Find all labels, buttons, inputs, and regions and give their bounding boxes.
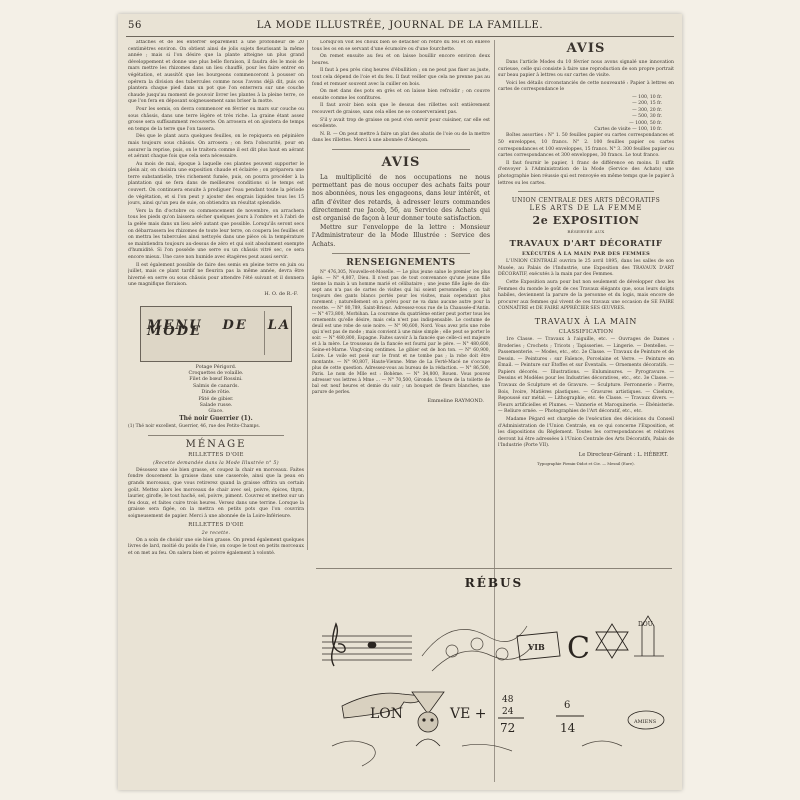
- rebus-section: [312, 568, 676, 786]
- column-1: [128, 40, 304, 782]
- article-paragraph: Dès que le plant aura quelques feuilles, on le repiquera en pépinière mais toujours sous châssis. On arrosera ; on fera l'obscurité, pour en assurer la reprise, puis, on le traitera comme il est dit plus haut en aérant et aérant chaque fois que cela sera nécessaire.: [128, 134, 304, 160]
- menu-item: Croquettes de volaille.: [188, 370, 244, 376]
- rebus-amiens: AMIENS: [634, 719, 657, 725]
- article-paragraph: Au mois de mai, époque à laquelle ces plantes peuvent supporter le plein air, on choisira une exposition chaude et éclairée ; on préparera une terre substantielle, très richement fumée, puis, on pourra procéder à la plantation qui se fera dans de meilleures conditions si le temps est couvert. On continuera ensuite à prodiguer l'eau pendant toute la période de végétation, et si l'on peut y ajouter des engrais liquides tous les 15 jours, ainsi qu'un peu de suie, on obtiendra un résultat splendide.: [128, 161, 304, 207]
- crowd-image: [422, 626, 532, 671]
- classification-heading: CLASSIFICATION: [558, 328, 614, 335]
- price-list: [498, 95, 674, 133]
- menu-item: Potage Périgord.: [195, 364, 237, 370]
- travaux-heading: TRAVAUX À LA MAIN: [534, 316, 638, 326]
- header-rule: [126, 36, 674, 37]
- journal-page: [118, 14, 682, 790]
- rebus-illustration: [312, 596, 676, 786]
- article-paragraph: Il est également possible de faire des semis en pleine terre en juin ou juillet, mais ce plant tardif ne fleurira pas la même année, devra être hiverné en serre ou sous châssis pour attendre l'été suivant et il donnera une magnifique floraison.: [128, 262, 304, 288]
- journal-title: LA MODE ILLUSTRÉE, JOURNAL DE LA FAMILLE.: [256, 20, 544, 31]
- rebus-ve-plus: VE +: [450, 706, 487, 722]
- menu-item: Salmis de canards.: [192, 383, 240, 389]
- column-2: [312, 40, 490, 562]
- avis-text: La multiplicité de nos occupations ne nous permettant pas de nous occuper des achats faits pour nos abonnées, nous les engageons, dans leur intérêt, et afin d'éviter des retards, à adresser leurs commandes directement rue Jacob, 56, au Service des Achats qui est organisé de façon à leur donner toute satisfaction.: [312, 173, 490, 222]
- article-signature: H. O. de R.-F.: [264, 290, 298, 297]
- exposition-text: Cette Exposition aura pour but non seulement de développer chez les Femmes du monde le goût de ces Travaux élégants que, sous leurs doigts habiles, deviennent la parure de la personne et du logis, mais encore de procurer aux femmes qui vivent de ces travaux une occasion de SE FAIRE CONNAÎTRE et DE FAIRE APPRÉCIER SES ŒUVRES.: [498, 279, 674, 312]
- menu-item: Salade russe.: [199, 403, 233, 408]
- menu-item: Pâté de gibier.: [198, 396, 234, 402]
- article-paragraph: S'il y avait trop de graisse on peut s'en servir pour cuisiner, car elle est excellente.: [312, 117, 490, 130]
- price-row: Cartes de visite — 100, 10 fr.: [594, 127, 662, 132]
- article-paragraph: On remet ensuite au feu et on laisse bouillir encore environ deux heures.: [312, 54, 490, 66]
- avis-heading-2: AVIS: [566, 41, 606, 56]
- printer-line: Typographie Firmin-Didot et Cie. — Mesnil (Eure).: [537, 460, 635, 466]
- menu-list: [128, 365, 304, 423]
- column-divider-1: [307, 40, 308, 550]
- menu-item: Filet de bœuf Rossini.: [189, 377, 243, 383]
- rebus-number: 48: [502, 695, 514, 705]
- rebus-heading: RÉBUS: [464, 576, 524, 590]
- article-paragraph: Vers la fin d'octobre ou commencement de novembre, on arrachera tous les pieds qu'on laissera sécher quelques jours à l'ombre et à l'abri de la gelée mais dans un lieu aéré autant que possible. Lorsqu'ils seront secs on débarrassera les rhizomes de toute leur terre, on coupera les feuilles et on mettra les tubercules ainsi nettoyés dans une pièce où la température se maintiendra toujours au-dessus de zéro et qui soit absolument exempte d'humidité. Si l'on possède une serre ou un châssis vitré sec, ce sera encore mieux. Une cave non humide avec étagères peut aussi servir.: [128, 208, 304, 260]
- section-rule: [148, 435, 284, 436]
- classification-text: 1re Classe. — Travaux à l'aiguille, etc. — Ouvrages de Dames : Broderies ; Crochets ; Tricots ; Tapisseries. — Lingerie. — Dentelles. — Passementerie. — Modes, etc., etc. 2e Classe. — Travaux de Peinture et de Dessin. — Peintures : sur Faïence, Porcelaine et Verre. — Peinture en Émail. — Peinture sur Étoffes et sur Éventails. — Ornements décoratifs. — Papiers décorés. — Illustrations. — Enluminures. — Pyrogravure. — Dessins et Modèles pour les Industries décoratives, etc., etc. 3e Classe. — Travaux de Sculpture et de Gravure. — Sculpture. Ferronnerie : Pierre, Bois, Ivoire, Matières plastiques. — Gravures artistiques. — Ciselure, Repoussé sur métal. — Lithographie, etc. 4e Classe. — Travaux divers. — Fleurs artificielles et Plumes. — Vannerie et Maroquinerie. — Ébénisterie. — Reliure ornée. — Photographies de l'Art décoratif, etc., etc.: [498, 336, 674, 415]
- article-paragraph: Lorsqu'on voit les choux bien se détacher on retire du feu et on enlève tous les os en se servant d'une écumoire ou d'une fourchette.: [312, 40, 490, 52]
- cathedral-image: [628, 616, 664, 729]
- avis-heading: AVIS: [381, 154, 421, 170]
- menu-title: MENU DE LA MODE: [147, 317, 291, 340]
- recipe-title: RILLETTES D'OIE: [188, 451, 244, 458]
- director-signature: Le Directeur-Gérant : L. HÉBERT.: [578, 452, 668, 458]
- menu-ornament: [264, 311, 287, 355]
- page-header: [128, 20, 672, 34]
- price-row: — 100, 10 fr.: [632, 94, 662, 100]
- rebus-number: 14: [560, 721, 576, 735]
- price-row: — 200, 15 fr.: [632, 101, 662, 107]
- recipe-text-2: On a soin de choisir une oie bien grasse. On prend également quelques livres de lard, moitié du poids de l'oie, on coupe le tout en petits morceaux et on met au feu. On salera bien et poivre également à volonté.: [128, 537, 304, 556]
- article-paragraph: On met dans des pots en grès et on laisse bien refroidir ; on couvre ensuite comme les confitures.: [312, 89, 490, 101]
- rebus-lon: LON: [370, 706, 404, 722]
- avis-text: Boîtes assorties : N° 1. 50 feuilles papier ou cartes correspondances et 50 enveloppes, 10 francs. N° 2. 100 feuilles papier ou cartes correspondances et 100 enveloppes, 15 francs. N° 3. 300 feuilles papier ou cartes correspondances et 300 enveloppes, 30 francs. Le tout franco.: [498, 133, 674, 159]
- recipe-note: (Recette demandée dans la Mode Illustrée n° 5): [153, 460, 279, 466]
- avis-text-2: Mettre sur l'enveloppe de la lettre : Monsieur l'Administrateur de la Mode Illustrée : Service des Achats.: [312, 224, 490, 248]
- section-rule: [518, 191, 654, 192]
- exposition-heading: 2e EXPOSITION: [532, 214, 640, 228]
- article-paragraph: Il faut à peu près cinq heures d'ébullition ; on ne peut pas fixer au juste, tout cela dépend de l'oie et du feu. Il faut veiller que cela ne prenne pas au fond et remuer souvent avec la cuiller en bois.: [312, 68, 490, 87]
- music-staff-image: [322, 624, 412, 666]
- rebus-dou: DOU: [638, 621, 653, 628]
- renseignements-heading: RENSEIGNEMENTS: [346, 257, 456, 268]
- renseignements-signature: Emmeline RAYMOND.: [427, 397, 484, 404]
- menage-heading: MÉNAGE: [185, 438, 247, 450]
- menu-tea: Thé noir Guerrier (1).: [179, 414, 253, 422]
- recipe-title-2: RILLETTES D'OIE: [188, 521, 244, 528]
- article-paragraph: Il faut avoir bien soin que le dessus des rillettes soit entièrement recouvert de graisse, sans cela elles ne se conserveraient pas.: [312, 103, 490, 115]
- hands-image: [332, 741, 622, 766]
- column-3: [498, 40, 674, 560]
- exposition-text: L'UNION CENTRALE ouvrira le 25 avril 1895, dans les salles de son Musée, au Palais de l'Industrie, une Exposition des TRAVAUX D'ART DÉCORATIF, exécutés à la main par des Femmes.: [498, 259, 674, 278]
- star-image: [596, 624, 628, 658]
- exposition-main: TRAVAUX D'ART DÉCORATIF: [509, 239, 663, 250]
- vib-image: [517, 632, 560, 660]
- recipe-note-2: 2e recette.: [201, 530, 231, 536]
- classification-text: Madame Pégard est chargée de l'exécution des décisions du Conseil d'Administration de l'Union Centrale, en ce qui concerne l'Exposition, et les dispositions du Règlement. Toutes les correspondances et relatives devront lui être adressées à l'Union Centrale des Arts Décoratifs, Palais de l'Industrie (Porte VII).: [498, 417, 674, 449]
- avis-text: Voici les détails circonstanciés de cette nouveauté : Papier à lettres en cartes de correspondance le: [498, 80, 674, 93]
- union-heading: UNION CENTRALE DES ARTS DÉCORATIFS: [511, 197, 661, 205]
- price-row: — 300, 20 fr.: [632, 107, 662, 113]
- avis-text: Dans l'article Modes du 10 février nous avons signalé une innovation curieuse, celle qui consiste à faire une reproduction de son propre portrait sur beau papier à lettres ou sur cartes de visite.: [498, 60, 674, 79]
- renseignements-text: N° 476,305, Nouvelle-et-Moselle. — Le plus jeune salue le premier les plus âgés. — N° 4,807, Dieu. Il n'est pas de tout convenance qu'une jeune fille tienne la main à un homme marié et célibataire ; une jeune fille âgée de dix-sept ans n'a pas de cartes de visites qui lui soient personnelles ; on tait toujours des gants blancs portés pour les visites, mais cependant plus rarement ; naturellement on a prévu pour ne va dans aucune autre pour la recette. — N° 80,789, Saint-Brieuc. Adressez-vous rue de la Chaussée-d'Antin. — N° 473,800, Morbihan. La couronne du quatrième entier peut porter tous les ornements qu'elle désire, mais cela n'est pas indispensable. Le costume de deuil est une robe de soie noire. — N° 90,600, Nord. Vous avez pris une robe qui n'est pas de mode ; mais convient à une mise simple ; elle peut se porter le soir. — N° 480,800, Espagne. Faites savoir à la fiancée que celle-ci est majeure et à la mère. Le trousseau de la fiancée est fourni par le père. — N° 480,600, Seine-et-Marne. Vingt-cinq centimes. Le gibier est de bon ton. — N° 60,900, Loire. Le voile est posé sur le front et ne tombe pas ; la robe doit être montante. — N° 90,807, Haute-Vienne. Mme de La Ferté-Macé ne s'occupe plus de cette question. Adressez-vous au bureau de la rédaction. — N° 86,500, Paris. Le nom de Mlle est : Bohème. — N° 34,800, Rouen. Vous pouvez adresser vos lettres à Mme ... — N° 70,500, Gironde. L'heure de la toilette de bal est neuf heures et demie du soir ; un bouquet de fleurs blanches, une parure de perles.: [312, 269, 490, 395]
- avis-text: Il faut fournir le papier, 1 franc de différence en moins. Il suffit d'envoyer à l'Administration de la Mode (Service des Achats) une photographie bien réussie qui est renvoyée en même temps que le papier à lettres ou les cartes.: [498, 160, 674, 186]
- section-rule: [332, 253, 470, 254]
- rebus-number: 72: [500, 721, 516, 735]
- menu-footnote: (1) Thé noir excellent, Guerrier, 46, rue des Petits-Champs.: [128, 424, 261, 430]
- rebus-letter-c: C: [567, 631, 590, 666]
- exposition-reserved: RÉSERVÉE AUX: [567, 229, 605, 235]
- exposition-subtitle: EXÉCUTÉS À LA MAIN PAR DES FEMMES: [522, 251, 650, 258]
- price-row: — 1000, 50 fr.: [629, 120, 662, 126]
- rebus-vib: VIB: [528, 642, 545, 652]
- price-row: — 500, 30 fr.: [632, 114, 662, 120]
- rebus-number: 6: [564, 700, 571, 711]
- menu-banner: [140, 306, 292, 362]
- menu-item: Dinde rôtie.: [201, 390, 231, 396]
- article-paragraph: N. B. — On peut mettre à faire un plat des abatis de l'oie ou de la mettre dans les rillettes. Merci à une abonnée d'Alençon.: [312, 131, 490, 144]
- section-rule: [316, 568, 672, 569]
- page-number: 56: [128, 20, 142, 31]
- article-paragraph: attachés et de les enterrer séparément à une profondeur de 20 centimètres environ. On obtient ainsi de jolis sujets fleurissant la même année ; mais si l'on désire que la plante atteigne un plus grand développement et donne une plus belle floraison, il faudra dès le mois de mars mettre les rhizomes dans un lieu chauffé, pour les faire entrer en végétation, et aussitôt que les bourgeons commenceront à pousser on opérera la division des tubercules comme nous l'avons déjà dit, puis on plantera chaque pied dans un pot que l'on enterrera sur une couche chaude jusqu'au moment de pouvoir livrer les plantes à la pleine terre, ce que l'on fera en déposant soigneusement sans briser la motte.: [128, 40, 304, 105]
- rebus-number: 24: [502, 707, 514, 717]
- union-subheading: LES ARTS DE LA FEMME: [529, 204, 643, 213]
- section-rule: [332, 149, 470, 150]
- menu-item: Glace.: [208, 409, 224, 415]
- recipe-text: Désossez une oie bien grasse, et coupez la chair en morceaux. Faites fondre doucement la graisse dans une casserole, ainsi que la peau en grands morceaux, que vous retirerez quand la graisse offrira un certain goût. Mettez alors les morceaux de chair avec sel, poivre, épices, thym, laurier, girofle, le tout haché, sel, poivre, piment. Couvrez et mettez sur un feu doux, et faites cuire trois heures. Versez dans une terrine. Lorsque la graisse sera figée, on la mettra en petits pots que l'on couvrira soigneusement de papier. Merci à une abonnée de la Loire-Inférieure.: [128, 467, 304, 519]
- article-paragraph: Pour les semis, on devra commencer en février ou mars sur couche ou sous châssis, dans une terre légère et très riche. La graine étant assez grosse sera suffisamment recouverte. On arrosera et on ajoutera de temps en temps de la terre que l'on tassera.: [128, 106, 304, 132]
